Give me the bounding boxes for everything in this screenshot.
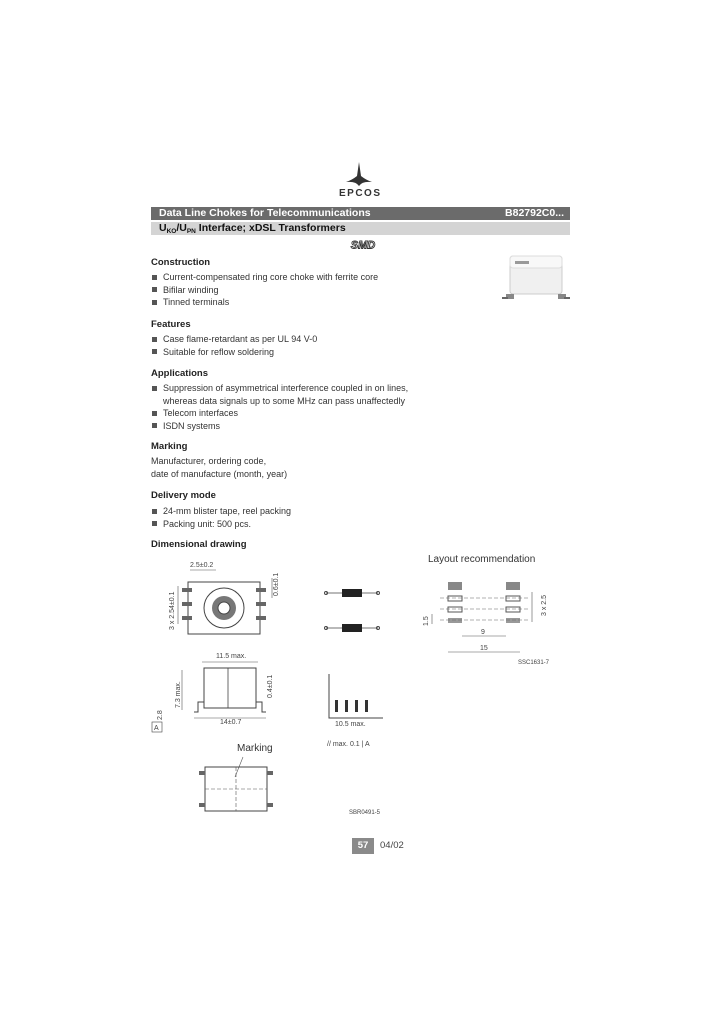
dim-a: A [154, 725, 159, 732]
page-number: 57 [352, 838, 374, 854]
drawing-code: SBR0491-5 [349, 810, 381, 816]
marking-heading: Marking [151, 441, 188, 452]
list-item-continuation: whereas data signals up to some MHz can pass unaffectedly [163, 395, 405, 406]
smd-badge-icon [340, 239, 386, 250]
list-item: ISDN systems [151, 420, 408, 433]
end-view-drawing [325, 672, 385, 752]
list-item: Current-compensated ring core choke with ferrite core [151, 271, 378, 284]
dim-0-6: 0.6±0.1 [273, 572, 280, 596]
page-title: Data Line Chokes for Telecommunications [159, 207, 371, 219]
list-item: Tinned terminals [151, 296, 378, 309]
layout-title: Layout recommendation [428, 554, 536, 565]
features-list [151, 333, 317, 358]
dim-7-3: 7.3 max. [175, 681, 182, 708]
circuit-symbol [322, 585, 382, 637]
page-date: 04/02 [380, 840, 404, 851]
applications-list [151, 382, 408, 432]
top-view-drawing [160, 558, 285, 648]
subtitle-bar [151, 222, 570, 235]
title-bar [151, 207, 570, 220]
component-photo [500, 252, 572, 304]
list-item: 24-mm blister tape, reel packing [151, 505, 291, 518]
lay-3x2-5: 3 x 2.5 [541, 594, 548, 616]
drawing-heading: Dimensional drawing [151, 539, 247, 550]
part-number: B82792C0... [505, 207, 564, 219]
list-item: Suitable for reflow soldering [151, 346, 317, 359]
construction-list [151, 271, 378, 309]
applications-heading: Applications [151, 368, 209, 379]
marking-text: Manufacturer, ordering code, date of manufacture (month, year) [151, 456, 288, 479]
dim-14: 14±0.7 [220, 719, 242, 726]
side-view-drawing [150, 650, 290, 735]
dim-0-4: 0.4±0.1 [267, 674, 274, 698]
dim-3x2-54: 3 x 2.54±0.1 [169, 591, 176, 630]
marking-label: Marking [237, 743, 273, 754]
dim-2-5: 2.5±0.2 [190, 562, 214, 569]
delivery-heading: Delivery mode [151, 490, 216, 501]
lay-1-5: 1.5 [423, 616, 430, 626]
list-item: Telecom interfaces [151, 407, 408, 420]
layout-drawing [420, 576, 560, 666]
delivery-list [151, 505, 291, 530]
dim-11-5: 11.5 max. [216, 653, 247, 660]
construction-heading: Construction [151, 257, 211, 268]
list-item: Bifilar winding [151, 284, 378, 297]
list-item: Suppression of asymmetrical interference coupled in on lines, [151, 382, 408, 395]
dim-2-8: 2.8 [157, 710, 164, 720]
epcos-logo-icon [344, 160, 374, 188]
smd-badge-text: SMD [350, 239, 376, 250]
lay-9: 9 [481, 629, 485, 636]
lay-code: SSC1631-7 [518, 660, 550, 666]
page-subtitle: $U_{KO}/U_{PN}$ Interface; xDSL Transformers [159, 222, 346, 235]
features-heading: Features [151, 319, 191, 330]
list-item: Case flame-retardant as per UL 94 V-0 [151, 333, 317, 346]
brand-name: EPCOS [339, 188, 382, 199]
dim-10-5: 10.5 max. [335, 721, 366, 728]
list-item: Packing unit: 500 pcs. [151, 518, 291, 531]
lay-15: 15 [480, 645, 488, 652]
dim-flatness: // max. 0.1 | A [327, 741, 370, 748]
marking-drawing [195, 755, 275, 820]
